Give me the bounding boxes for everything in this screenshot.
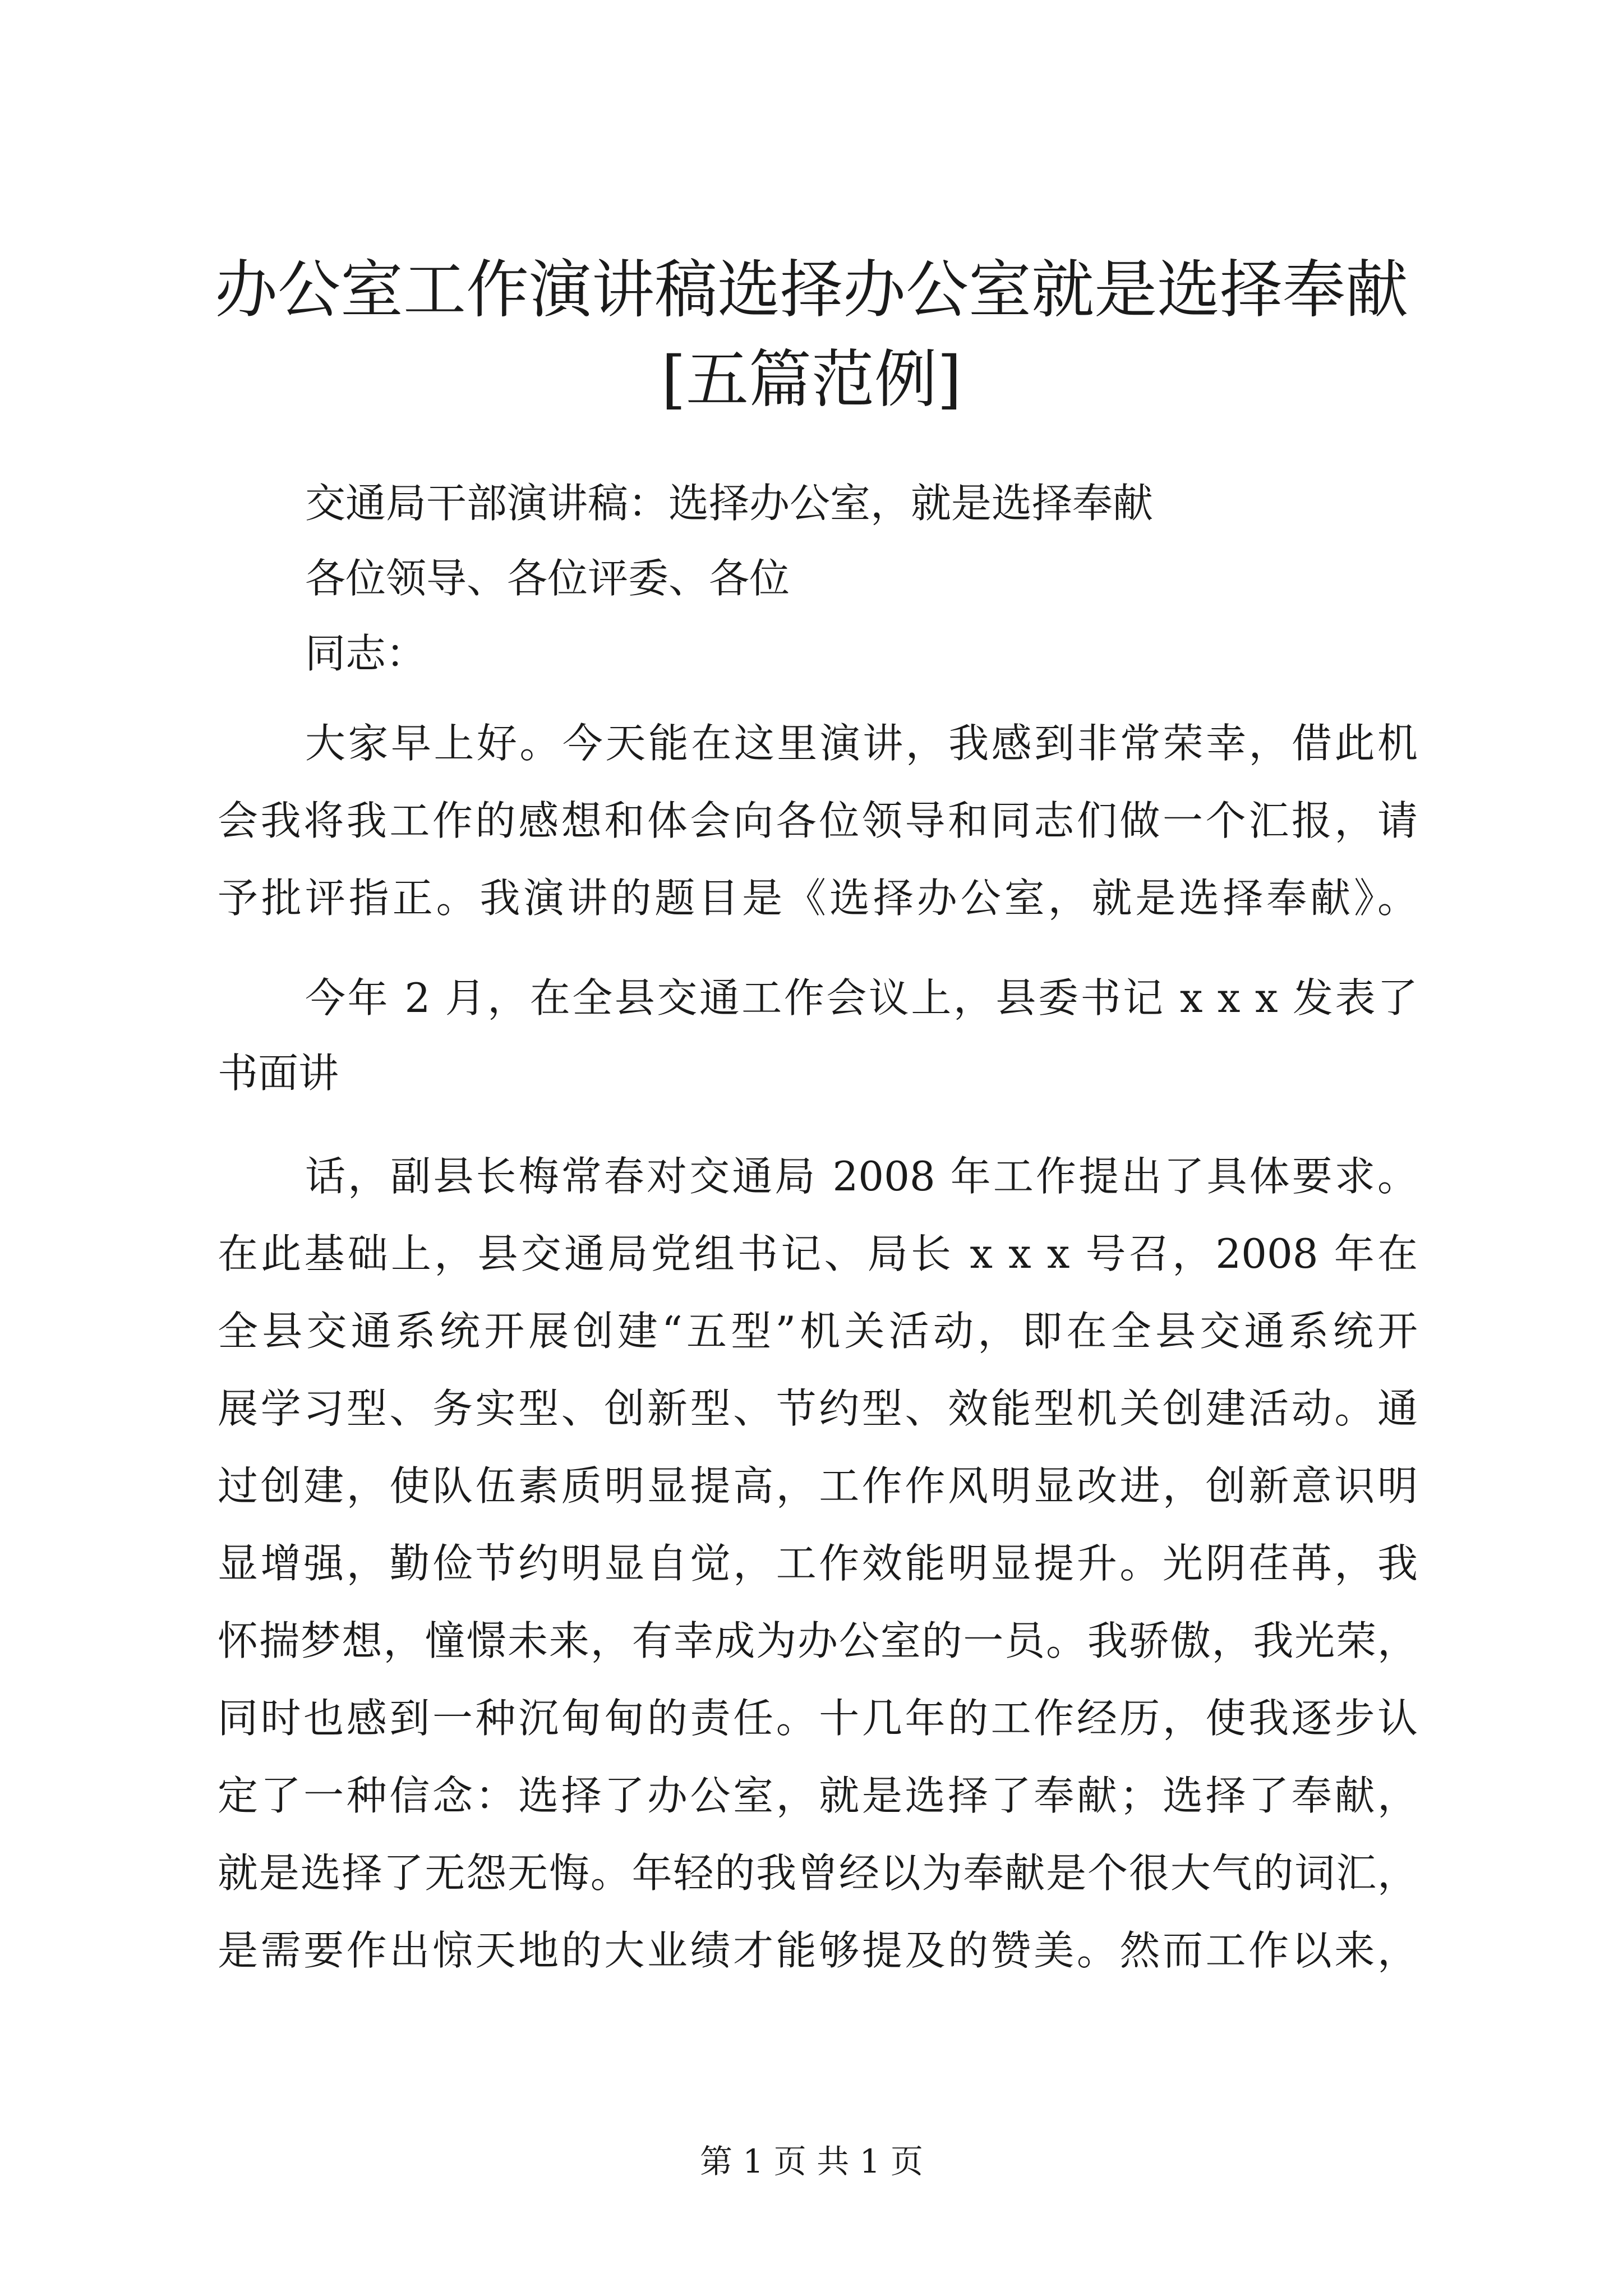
subtitle-line: 交通局干部演讲稿：选择办公室，就是选择奉献 bbox=[305, 480, 1154, 527]
body-line: 予批评指正。我演讲的题目是《选择办公室，就是选择奉献》。 bbox=[218, 875, 1418, 922]
body-line: 书面讲 bbox=[218, 1050, 339, 1097]
body-line: 是需要作出惊天地的大业绩才能够提及的赞美。然而工作以来， bbox=[218, 1927, 1418, 1974]
body-line: 就是选择了无怨无悔。年轻的我曾经以为奉献是个很大气的词汇， bbox=[218, 1849, 1418, 1897]
body-line: 展学习型、务实型、创新型、节约型、效能型机关创建活动。通 bbox=[218, 1385, 1418, 1432]
salutation-line: 各位领导、各位评委、各位 bbox=[305, 555, 790, 602]
body-line: 话，副县长梅常春对交通局 2008 年工作提出了具体要求。 bbox=[305, 1153, 1418, 1200]
body-line: 同时也感到一种沉甸甸的责任。十几年的工作经历，使我逐步认 bbox=[218, 1695, 1418, 1742]
body-line: 大家早上好。今天能在这里演讲，我感到非常荣幸，借此机 bbox=[305, 720, 1418, 767]
document-title-line-1: 办公室工作演讲稿选择办公室就是选择奉献 bbox=[215, 254, 1408, 326]
body-line: 过创建，使队伍素质明显提高，工作作风明显改进，创新意识明 bbox=[218, 1462, 1418, 1510]
body-line: 今年 2 月，在全县交通工作会议上，县委书记 x x x 发表了 bbox=[305, 974, 1418, 1022]
body-line: 会我将我工作的感想和体会向各位领导和同志们做一个汇报，请 bbox=[218, 797, 1418, 844]
page-footer: 第 1 页 共 1 页 bbox=[700, 2142, 923, 2180]
body-line: 显增强，勤俭节约明显自觉，工作效能明显提升。光阴荏苒，我 bbox=[218, 1540, 1418, 1587]
body-line: 全县交通系统开展创建“五型”机关活动，即在全县交通系统开 bbox=[218, 1308, 1418, 1355]
body-line: 定了一种信念：选择了办公室，就是选择了奉献；选择了奉献， bbox=[218, 1772, 1418, 1819]
salutation-line: 同志： bbox=[305, 630, 427, 677]
document-title-line-2: [五篇范例] bbox=[661, 343, 962, 416]
body-line: 怀揣梦想，憧憬未来，有幸成为办公室的一员。我骄傲，我光荣， bbox=[218, 1617, 1418, 1664]
body-line: 在此基础上，县交通局党组书记、局长 x x x 号召，2008 年在 bbox=[218, 1230, 1418, 1277]
